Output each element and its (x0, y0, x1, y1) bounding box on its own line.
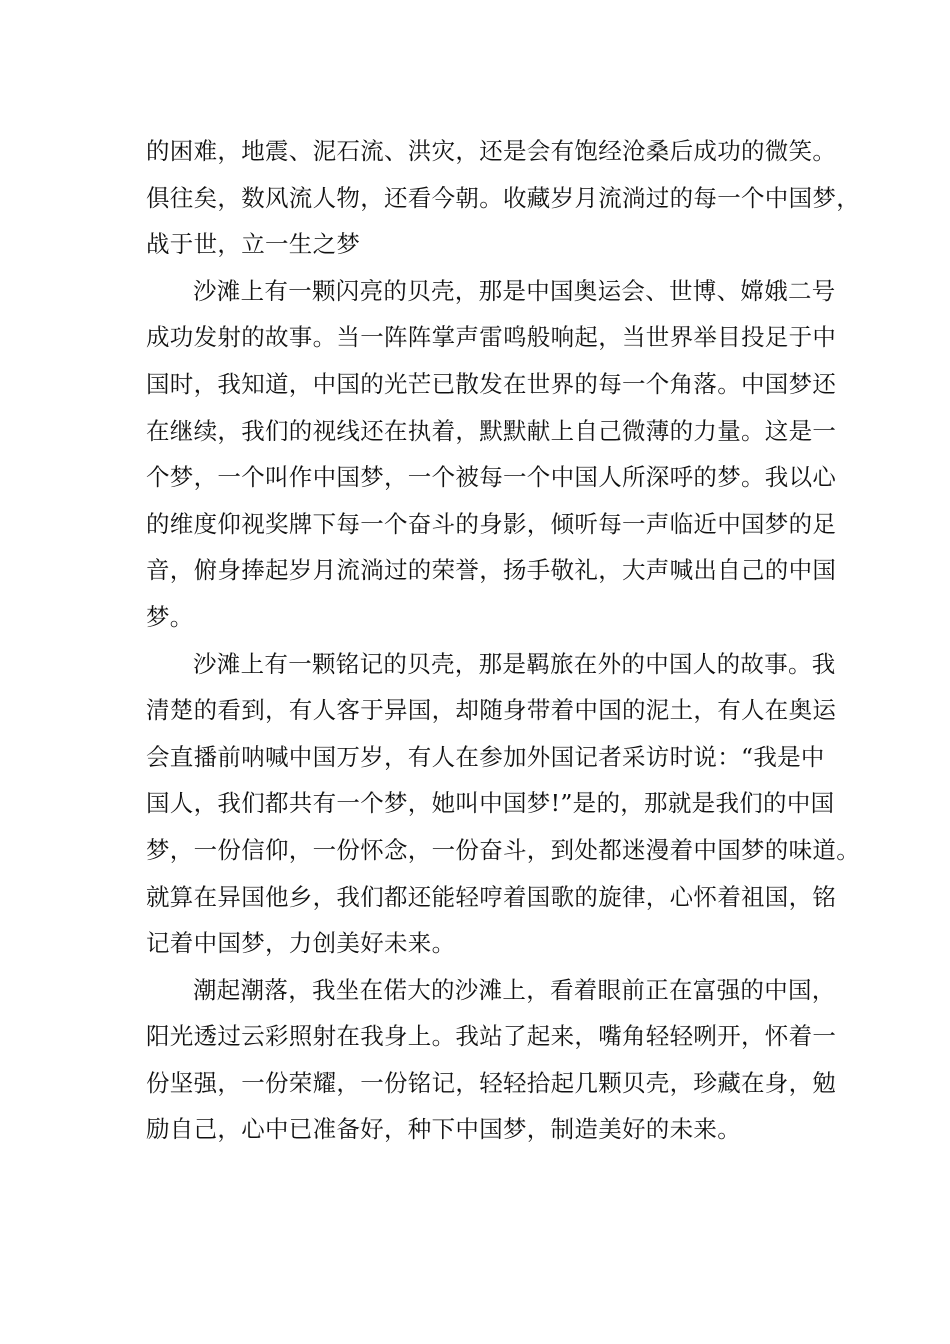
text-line: 在继续，我们的视线还在执着，默默献上自己微薄的力量。这是一 (146, 416, 837, 445)
paragraph-1 (146, 128, 860, 268)
text-line: 潮起潮落，我坐在偌大的沙滩上，看着眼前正在富强的中国， (193, 975, 836, 1004)
paragraph-3 (146, 641, 860, 967)
text-line: 梦，一份信仰，一份怀念，一份奋斗，到处都迷漫着中国梦的味道。 (146, 835, 860, 864)
paragraph-2 (146, 268, 837, 641)
text-line: 的维度仰视奖牌下每一个奋斗的身影，倾听每一声临近中国梦的足 (146, 509, 837, 538)
text-line: 梦。 (146, 602, 194, 631)
text-line: 战于世，立一生之梦 (146, 230, 361, 259)
text-line: 成功发射的故事。当一阵阵掌声雷鸣般响起，当世界举目投足于中 (146, 323, 837, 352)
text-line: 国时，我知道，中国的光芒已散发在世界的每一个角落。中国梦还 (146, 369, 837, 398)
text-line: 个梦，一个叫作中国梦，一个被每一个中国人所深呼的梦。我以心 (146, 463, 837, 492)
document-body (146, 128, 860, 1153)
text-line: 国人，我们都共有一个梦，她叫中国梦!”是的，那就是我们的中国 (146, 789, 835, 818)
text-line: 就算在异国他乡，我们都还能轻哼着国歌的旋律，心怀着祖国，铭 (146, 882, 837, 911)
text-line: 俱往矣，数风流人物，还看今朝。收藏岁月流淌过的每一个中国梦， (146, 183, 860, 212)
text-line: 清楚的看到，有人客于异国，却随身带着中国的泥土，有人在奥运 (146, 696, 837, 725)
paragraph-4 (146, 967, 837, 1153)
text-line: 沙滩上有一颗铭记的贝壳，那是羁旅在外的中国人的故事。我 (193, 649, 836, 678)
text-line: 的困难，地震、泥石流、洪灾，还是会有饱经沧桑后成功的微笑。 (146, 137, 837, 165)
text-line: 沙滩上有一颗闪亮的贝壳，那是中国奥运会、世博、嫦娥二号 (193, 276, 836, 305)
text-line: 阳光透过云彩照射在我身上。我站了起来，嘴角轻轻咧开，怀着一 (146, 1022, 837, 1051)
text-line: 份坚强，一份荣耀，一份铭记，轻轻拾起几颗贝壳，珍藏在身，勉 (146, 1068, 837, 1097)
text-line: 会直播前呐喊中国万岁，有人在参加外国记者采访时说：“我是中 (146, 742, 825, 771)
text-line: 记着中国梦，力创美好未来。 (146, 929, 456, 958)
text-line: 音，俯身捧起岁月流淌过的荣誉，扬手敬礼，大声喊出自己的中国 (146, 556, 837, 585)
text-line: 励自己，心中已准备好，种下中国梦，制造美好的未来。 (146, 1115, 741, 1144)
